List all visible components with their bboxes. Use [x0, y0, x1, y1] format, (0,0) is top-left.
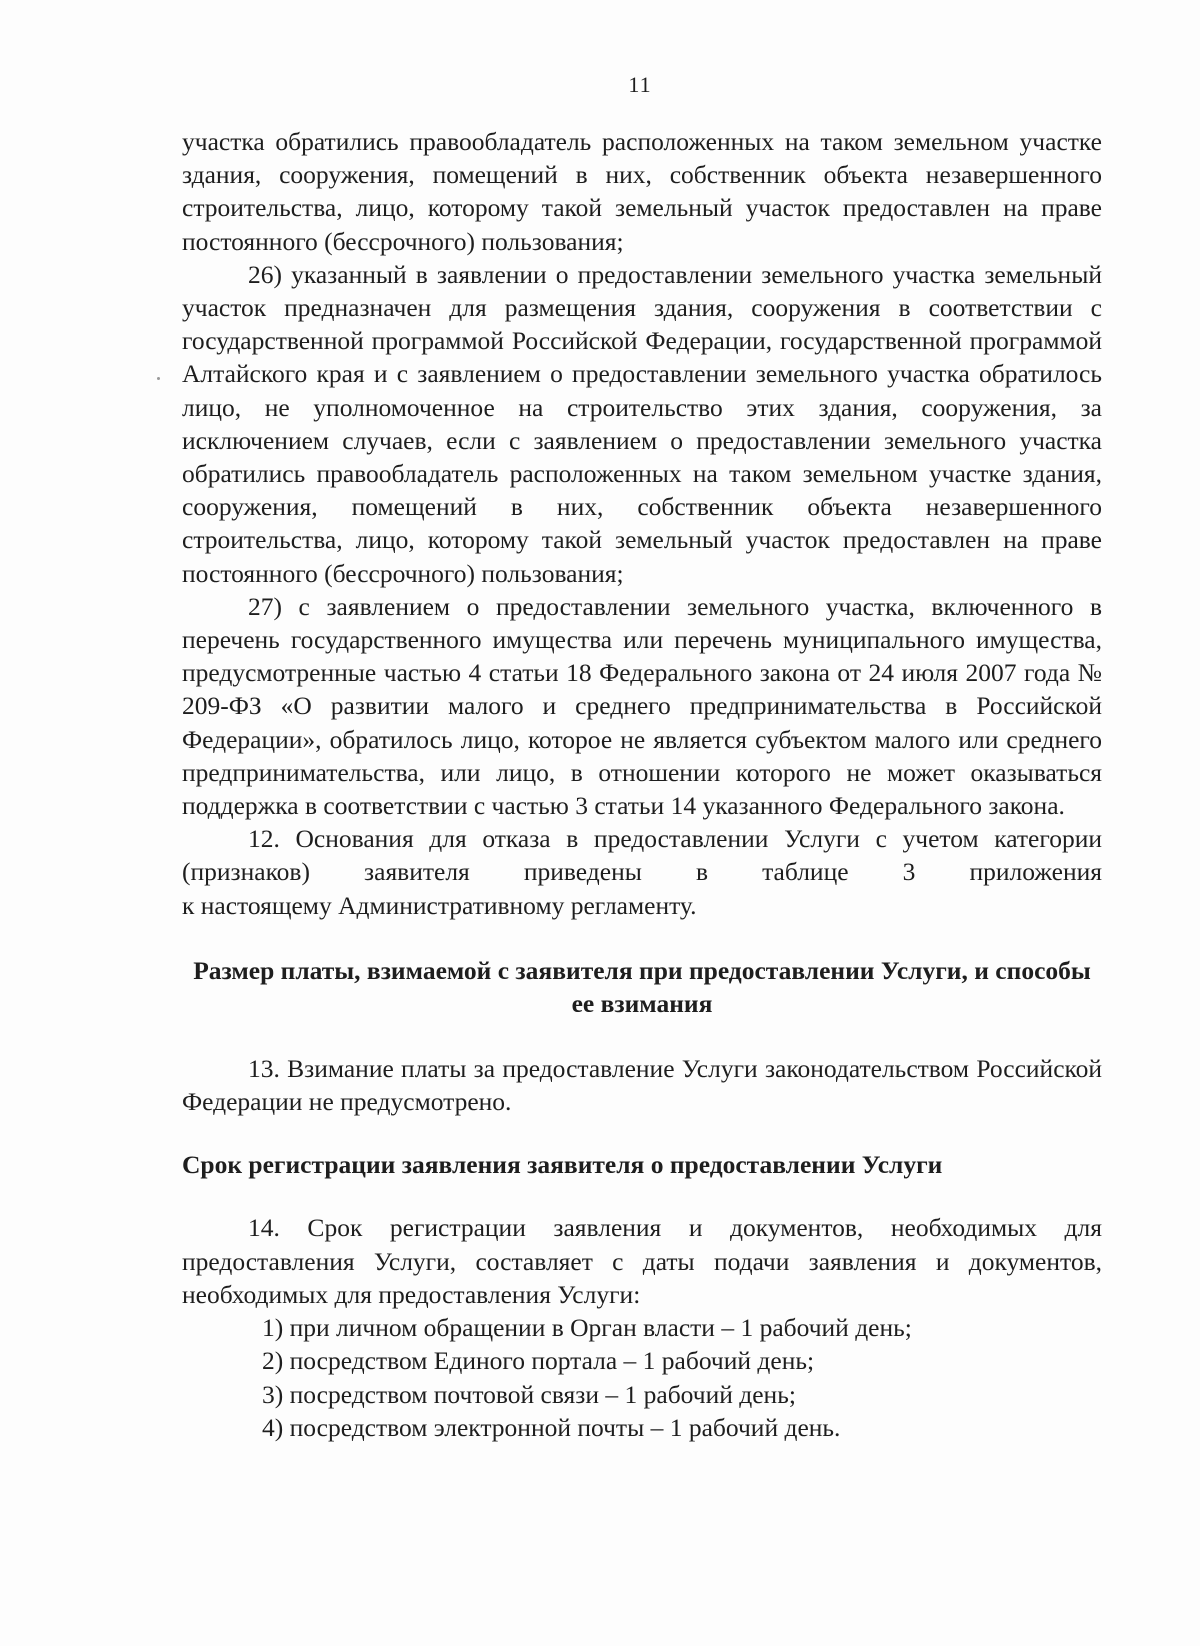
list-item: 3) посредством почтовой связи – 1 рабочий день;	[262, 1379, 796, 1409]
paragraph-14: 14. Срок регистрации заявления и документов, необходимых для предоставления Услуги, составляет с даты подачи заявления и документов, необходимых для предоставления Услуги:	[182, 1213, 1102, 1309]
paragraph-13: 13. Взимание платы за предоставление Услуги законодательством Российской Федерации не предусмотрено.	[182, 1053, 1102, 1117]
list-item: 1) при личном обращении в Орган власти – 1 рабочий день;	[262, 1313, 912, 1343]
paragraph-continuation: участка обратились правообладатель расположенных на таком земельном участке здания, сооружения, помещений в них, собственник объекта незавершенного строительства, лицо, которому такой земельный участок предоставлен на праве постоянного (бессрочного) пользования;	[182, 127, 1102, 256]
spacer	[182, 1181, 1102, 1211]
paragraph-12-line-2: к настоящему Административному регламенту.	[182, 890, 697, 920]
section-heading-registration: Срок регистрации заявления заявителя о предоставлении Услуги	[182, 1150, 943, 1180]
list-item: 2) посредством Единого портала – 1 рабочий день;	[262, 1346, 815, 1376]
scan-speck	[157, 377, 160, 380]
page-number: 11	[628, 72, 652, 97]
spacer	[182, 1020, 1102, 1052]
spacer	[182, 922, 1102, 954]
spacer	[182, 1118, 1102, 1148]
list-item: 4) посредством электронной почты – 1 рабочий день.	[262, 1412, 841, 1442]
paragraph-item-27: 27) с заявлением о предоставлении земельного участка, включенного в перечень государственного имущества или перечень муниципального имущества, предусмотренные частью 4 статьи 18 Федерального закона от 24 июля 2007 года № 209-ФЗ «О развитии малого и среднего предпринимательства в Российской Федерации», обратилось лицо, которое не является субъектом малого или среднего предпринимательства, или лицо, в отношении которого не может оказываться поддержка в соответствии с частью 3 статьи 14 указанного Федерального закона.	[182, 591, 1102, 821]
paragraph-item-26: 26) указанный в заявлении о предоставлении земельного участка земельный участок предназначен для размещения здания, сооружения в соответствии с государственной программой Российской Федерации, государственной программой Алтайского края и с заявлением о предоставлении земельного участка обратилось лицо, не уполномоченное на строительство этих здания, сооружения, за исключением случаев, если с заявлением о предоставлении земельного участка обратились правообладатель расположенных на таком земельном участке здания, сооружения, помещений в них, собственник объекта незавершенного строительства, лицо, которому такой земельный участок предоставлен на праве постоянного (бессрочного) пользования;	[182, 259, 1102, 588]
document-body	[182, 125, 1102, 1444]
section-heading-fee: Размер платы, взимаемой с заявителя при предоставлении Услуги, и способы ее взимания	[193, 955, 1091, 1018]
paragraph-12-line-1: 12. Основания для отказа в предоставлении Услуги с учетом категории (признаков) заявителя приведены в таблице 3 приложения	[182, 824, 1102, 887]
